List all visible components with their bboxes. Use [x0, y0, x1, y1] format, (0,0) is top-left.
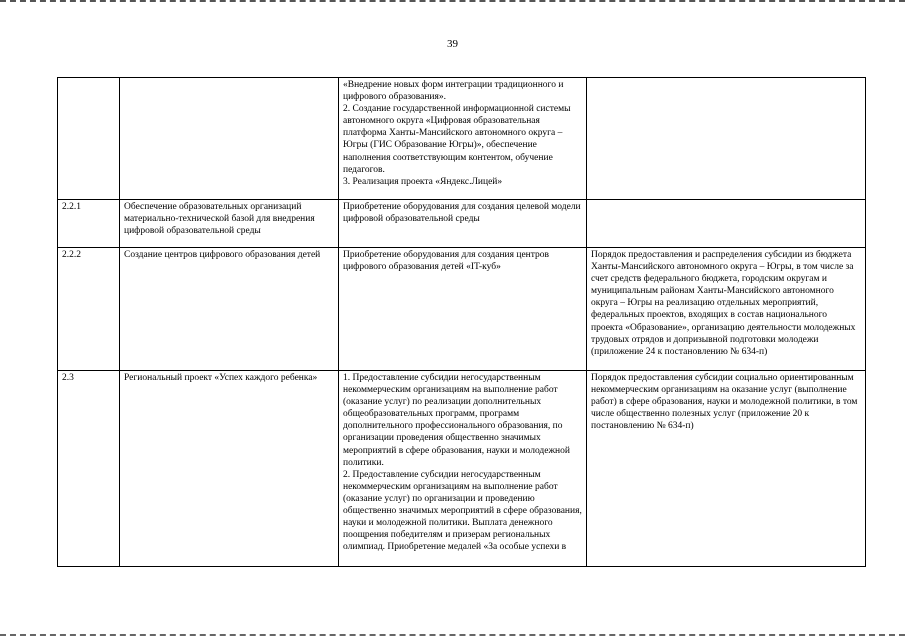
cell-actions: «Внедрение новых форм интеграции традиционного и цифрового образования». 2. Создание государственной информационной системы автономного округа «Цифровая образовательная платформа Ханты-Мансийского автономного округа – Югры (ГИС Образование Югры)», обеспечение наполнения соответствующим контентом, обучение педагогов. 3. Реализация проекта «Яндекс.Лицей»	[339, 78, 587, 200]
cell-actions: Приобретение оборудования для создания центров цифрового образования детей «IT-куб»	[339, 248, 587, 371]
scan-edge-bottom	[0, 630, 905, 636]
table-row	[58, 200, 866, 248]
cell-number: 2.2.2	[58, 248, 120, 371]
scan-edge-top	[0, 0, 905, 6]
cell-name: Обеспечение образовательных организаций материально-технической базой для внедрения цифровой образовательной среды	[120, 200, 339, 248]
cell-basis: Порядок предоставления субсидии социально ориентированным некоммерческим организациям на оказание услуг (выполнение работ) в сфере образования, науки и молодежной политики, в том числе общественно полезных услуг (приложение 20 к постановлению № 634-п)	[587, 371, 866, 567]
page-number: 39	[447, 38, 458, 50]
cell-number	[58, 78, 120, 200]
table-row	[58, 248, 866, 371]
cell-name: Создание центров цифрового образования детей	[120, 248, 339, 371]
cell-actions: Приобретение оборудования для создания целевой модели цифровой образовательной среды	[339, 200, 587, 248]
table-row	[58, 78, 866, 200]
cell-number: 2.2.1	[58, 200, 120, 248]
cell-basis	[587, 200, 866, 248]
table-row	[58, 371, 866, 567]
cell-name	[120, 78, 339, 200]
cell-actions: 1. Предоставление субсидии негосударственным некоммерческим организациям на выполнение работ (оказание услуг) по реализации дополнительных общеобразовательных программ, программ дополнительного профессионального образования, по организации проведения общественно значимых мероприятий в сфере образования, науки и молодежной политики. 2. Предоставление субсидии негосударственным некоммерческим организациям на выполнение работ (оказание услуг) по организации и проведению общественно значимых мероприятий в сфере образования, науки и молодежной политики. Выплата денежного поощрения победителям и призерам региональных олимпиад. Приобретение медалей «За особые успехи в	[339, 371, 587, 567]
cell-number: 2.3	[58, 371, 120, 567]
cell-basis	[587, 78, 866, 200]
cell-basis: Порядок предоставления и распределения субсидии из бюджета Ханты-Мансийского автономного округа – Югры, в том числе за счет средств федерального бюджета, городским округам и муниципальным районам Ханты-Мансийского автономного округа – Югры на реализацию отдельных мероприятий, федеральных проектов, входящих в состав национального проекта «Образование», организацию деятельности молодежных трудовых отрядов и допризывной подготовки молодежи (приложение 24 к постановлению № 634-п)	[587, 248, 866, 371]
program-table	[57, 77, 866, 567]
cell-name: Региональный проект «Успех каждого ребенка»	[120, 371, 339, 567]
